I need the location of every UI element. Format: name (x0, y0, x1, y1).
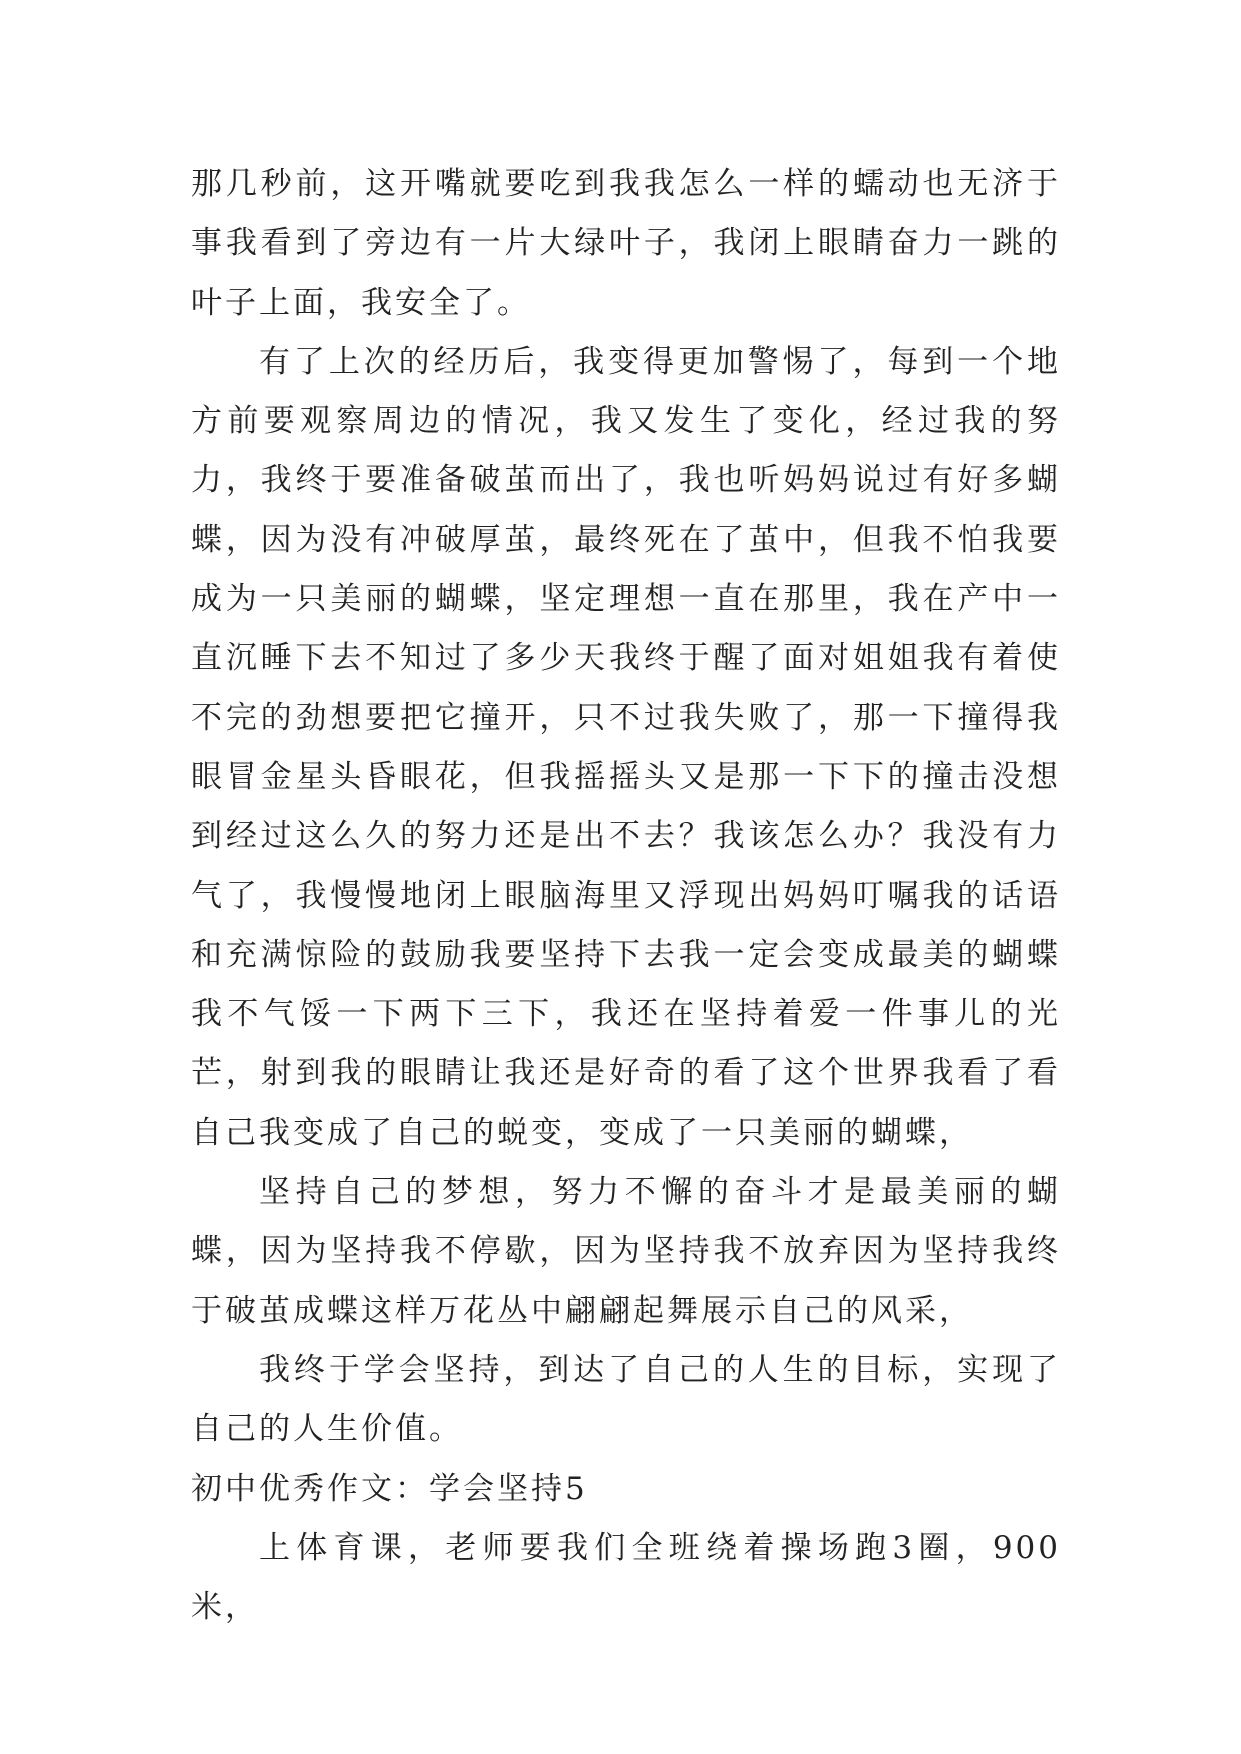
paragraph-3: 坚持自己的梦想，努力不懈的奋斗才是最美丽的蝴蝶，因为坚持我不停歇，因为坚持我不放弃因为坚持我终于破茧成蝶这样万花丛中翩翩起舞展示自己的风采， (191, 1174, 1061, 1329)
paragraph-4: 我终于学会坚持，到达了自己的人生的目标，实现了自己的人生价值。 (191, 1351, 1061, 1448)
paragraph-1: 那几秒前，这开嘴就要吃到我我怎么一样的蠕动也无济于事我看到了旁边有一片大绿叶子，我闭上眼睛奋力一跳的叶子上面，我安全了。 (191, 166, 1061, 321)
paragraph-5: 上体育课，老师要我们全班绕着操场跑3圈，900米， (191, 1529, 1061, 1626)
essay-heading: 初中优秀作文：学会坚持5 (191, 1470, 588, 1507)
paragraph-2: 有了上次的经历后，我变得更加警惕了，每到一个地方前要观察周边的情况，我又发生了变化，经过我的努力，我终于要准备破茧而出了，我也听妈妈说过有好多蝴蝶，因为没有冲破厚茧，最终死在了茧中，但我不怕我要成为一只美丽的蝴蝶，坚定理想一直在那里，我在产中一直沉睡下去不知过了多少天我终于醒了面对姐姐我有着使不完的劲想要把它撞开，只不过我失败了，那一下撞得我眼冒金星头昏眼花，但我摇摇头又是那一下下的撞击没想到经过这么久的努力还是出不去？我该怎么办？我没有力气了，我慢慢地闭上眼脑海里又浮现出妈妈叮嘱我的话语和充满惊险的鼓励我要坚持下去我一定会变成最美的蝴蝶我不气馁一下两下三下，我还在坚持着爱一件事儿的光芒，射到我的眼睛让我还是好奇的看了这个世界我看了看自己我变成了自己的蜕变，变成了一只美丽的蝴蝶， (191, 343, 1061, 1151)
document-page (191, 155, 1061, 1637)
